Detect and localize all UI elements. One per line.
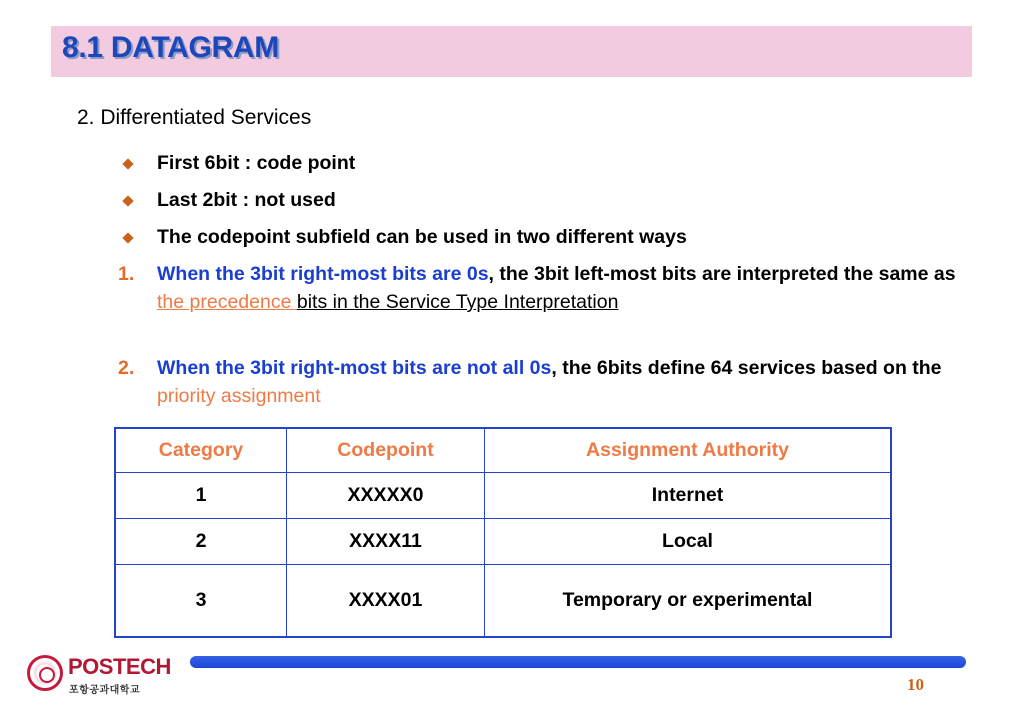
numbered-item-text: , the 3bit left-most bits are interpreted the same as	[488, 263, 956, 285]
table-cell: XXXX11	[287, 519, 485, 565]
numbered-item-highlight: When the 3bit right-most bits are 0s	[157, 263, 489, 285]
footer-bar	[190, 656, 966, 668]
title-band	[51, 26, 972, 77]
table-row	[115, 519, 891, 565]
numbered-item-highlight: When the 3bit right-most bits are not all 0s	[157, 357, 552, 379]
logo-name: POSTECH	[68, 654, 171, 679]
numbered-item	[157, 260, 967, 316]
slide-title: 8.1 DATAGRAM	[62, 31, 279, 64]
numbered-item-text: , the 6bits define 64 services based on the	[551, 357, 942, 379]
table-header-cell: Category	[115, 428, 287, 473]
numbered-item	[157, 354, 967, 410]
numbered-item-tail: priority assignment	[157, 385, 321, 407]
table-cell: 3	[115, 565, 287, 638]
table-cell: 2	[115, 519, 287, 565]
bullet-diamond-icon	[122, 232, 133, 243]
bullet-item: First 6bit : code point	[157, 152, 356, 174]
bullet-item: Last 2bit : not used	[157, 189, 336, 211]
table-cell: 1	[115, 473, 287, 519]
table-header-cell: Assignment Authority	[485, 428, 892, 473]
logo-subtitle: 포항공과대학교	[69, 685, 141, 696]
table-row	[115, 473, 891, 519]
university-seal-icon	[27, 655, 63, 691]
table-cell: Temporary or experimental	[485, 565, 892, 638]
service-type-link[interactable]: bits in the Service Type Interpretation	[296, 291, 619, 313]
precedence-link[interactable]: the precedence	[157, 291, 297, 313]
table-cell: Internet	[485, 473, 892, 519]
table-cell: XXXXX0	[287, 473, 485, 519]
table-header-cell: Codepoint	[287, 428, 485, 473]
table-header-row	[115, 428, 891, 473]
numbered-marker: 1.	[118, 263, 135, 285]
table-cell: XXXX01	[287, 565, 485, 638]
table-row	[115, 565, 891, 638]
section-heading: 2. Differentiated Services	[77, 106, 312, 129]
numbered-marker: 2.	[118, 357, 135, 379]
bullet-item: The codepoint subfield can be used in two different ways	[157, 226, 687, 248]
codepoint-table	[114, 427, 892, 638]
page-number: 10	[907, 675, 924, 694]
bullet-diamond-icon	[122, 158, 133, 169]
table-cell: Local	[485, 519, 892, 565]
bullet-diamond-icon	[122, 195, 133, 206]
